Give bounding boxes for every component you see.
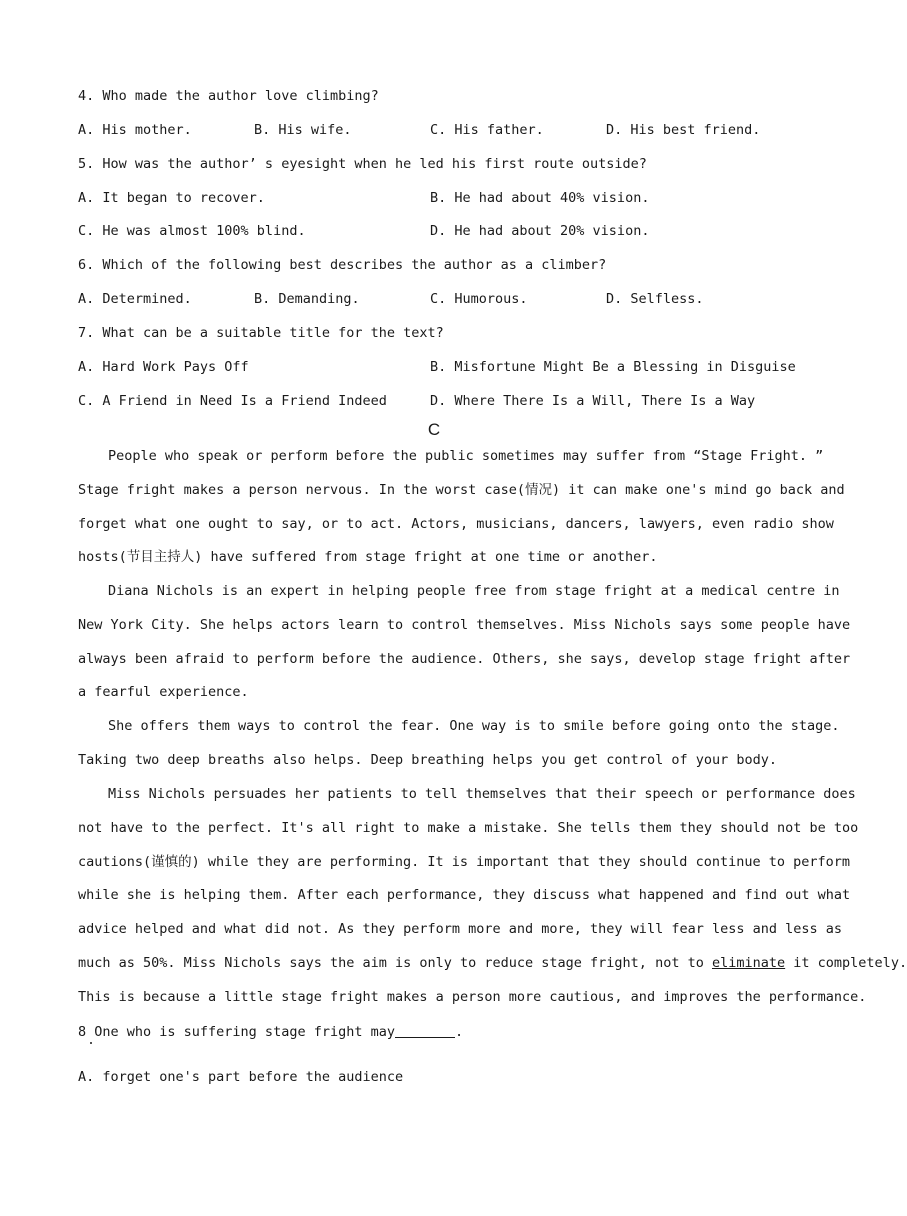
underlined-word: eliminate [711, 954, 786, 971]
answer-blank [395, 1023, 455, 1038]
passage-line: She offers them ways to control the fear. One way is to smile before going onto the stage. [108, 718, 840, 734]
passage-line: Diana Nichols is an expert in helping people free from stage fright at a medical centre in [108, 583, 840, 599]
question-5-option-c: C. He was almost 100% blind. [78, 223, 306, 239]
question-7-option-c: C. A Friend in Need Is a Friend Indeed [78, 393, 387, 409]
question-8-text: 8 One who is suffering stage fright may [78, 1024, 395, 1040]
passage-line [78, 947, 907, 981]
passage-line: Miss Nichols persuades her patients to tell themselves that their speech or performance does [108, 786, 856, 802]
passage-line: Taking two deep breaths also helps. Deep breathing helps you get control of your body. [78, 751, 777, 768]
passage-text: much as 50%. Miss Nichols says the aim is only to reduce stage fright, not to [78, 954, 704, 971]
question-5-option-a: A. It began to recover. [78, 190, 265, 206]
passage-line: advice helped and what did not. As they perform more and more, they will fear less and less as [78, 921, 843, 938]
question-4-option-c: C. His father. [430, 122, 544, 138]
question-7-stem: 7. What can be a suitable title for the text? [78, 325, 444, 341]
question-5-option-d: D. He had about 20% vision. [430, 223, 650, 239]
question-7-option-d: D. Where There Is a Will, There Is a Way [430, 393, 756, 409]
passage-line: while she is helping them. After each performance, they discuss what happened and find out what [78, 887, 851, 904]
stray-dot-mark [90, 1042, 92, 1044]
passage-line: a fearful experience. [78, 684, 249, 701]
question-6-option-a: A. Determined. [78, 291, 192, 307]
question-6-stem: 6. Which of the following best describes the author as a climber? [78, 257, 607, 273]
passage-line: cautions(谨慎的) while they are performing. It is important that they should continue to perform [78, 853, 850, 870]
passage-line: always been afraid to perform before the audience. Others, she says, develop stage fright after [78, 650, 851, 667]
passage-paragraph-3 [78, 710, 840, 778]
passage-line: New York City. She helps actors learn to control themselves. Miss Nichols says some people have [78, 616, 851, 633]
passage-paragraph-1 [78, 440, 845, 575]
question-8-option-a: A. forget one's part before the audience [78, 1069, 404, 1085]
passage-line: This is because a little stage fright makes a person more cautious, and improves the performance. [78, 988, 867, 1005]
question-5-stem: 5. How was the author’ s eyesight when he led his first route outside? [78, 156, 647, 172]
passage-line: Stage fright makes a person nervous. In the worst case(情况) it can make one's mind go back and [78, 481, 845, 498]
question-4-option-d: D. His best friend. [606, 122, 761, 138]
question-5-option-b: B. He had about 40% vision. [430, 190, 650, 206]
question-7-option-a: A. Hard Work Pays Off [78, 359, 249, 375]
question-8-stem [78, 1022, 463, 1042]
question-4-option-b: B. His wife. [254, 122, 352, 138]
question-7-option-b: B. Misfortune Might Be a Blessing in Disguise [430, 359, 796, 375]
question-6-option-d: D. Selfless. [606, 291, 704, 307]
section-heading: C [427, 420, 441, 439]
passage-paragraph-4 [78, 778, 907, 1015]
question-4-option-a: A. His mother. [78, 122, 192, 138]
passage-line: People who speak or perform before the public sometimes may suffer from “Stage Fright. ” [108, 448, 824, 464]
passage-line: not have to the perfect. It's all right to make a mistake. She tells them they should not be too [78, 819, 859, 836]
passage-text: it completely. [793, 954, 907, 971]
question-8-period: . [454, 1024, 464, 1040]
question-4-stem: 4. Who made the author love climbing? [78, 88, 379, 104]
question-6-option-c: C. Humorous. [430, 291, 528, 307]
passage-paragraph-2 [78, 575, 851, 710]
question-6-option-b: B. Demanding. [254, 291, 360, 307]
passage-line: hosts(节目主持人) have suffered from stage fright at one time or another. [78, 549, 658, 566]
passage-line: forget what one ought to say, or to act. Actors, musicians, dancers, lawyers, even radio show [78, 515, 834, 532]
